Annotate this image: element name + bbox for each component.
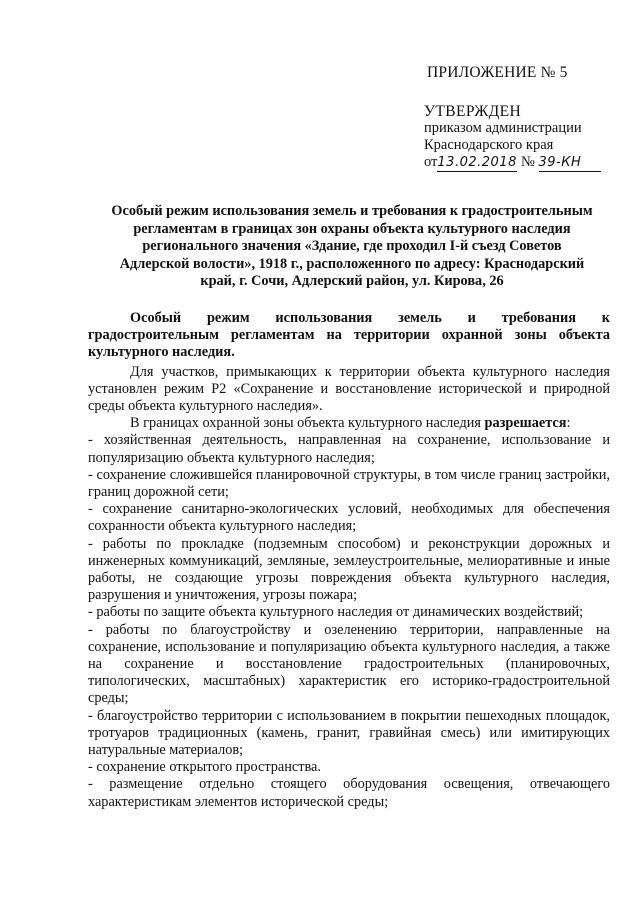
- title-line-3: регионального значения «Здание, где проходил I-й съезд Советов: [142, 238, 562, 254]
- list-item: - сохранение открытого пространства.: [88, 759, 321, 776]
- list-item: - работы по защите объекта культурного наследия от динамических воздействий;: [88, 604, 584, 621]
- section-heading: Особый режим использования земель и требования к градостроительным регламентам на территории охранной зоны объекта культурного наследия.: [88, 310, 610, 361]
- title-line-4: Адлерской волости», 1918 г., расположенного по адресу: Краснодарский: [119, 255, 585, 272]
- permitted-colon: :: [566, 415, 571, 432]
- date-field: [437, 154, 517, 172]
- approval-order-block: [424, 120, 601, 172]
- order-date-line: [424, 154, 601, 172]
- appendix-number: ПРИЛОЖЕНИЕ № 5: [427, 64, 568, 81]
- document-body: [88, 310, 610, 811]
- list-item: - сохранение сложившейся планировочной структуры, в том числе границ застройки, границ дорожной сети;: [88, 466, 610, 501]
- handwritten-date: 13.02.2018: [437, 155, 517, 170]
- document-title: [88, 203, 616, 291]
- handwritten-number: 39-КН: [538, 155, 582, 170]
- number-prefix: №: [521, 154, 535, 170]
- order-line-2: Краснодарского края: [424, 137, 554, 153]
- list-item: - работы по благоустройству и озеленению территории, направленные на сохранение, использование и популяризацию объекта культурного наследия, а также на сохранение и восстановление градостроительных (планировочных, типологических, масштабных) характеристик его историко-градостроительной среды;: [88, 621, 610, 707]
- list-item: - работы по прокладке (подземным способом) и реконструкции дорожных и инженерных коммуникаций, земляные, землеустроительные, мелиоративные и иные работы, не создающие угрозы повреждения объекта культурного наследия, разрушения и уничтожения, угрозы пожара;: [88, 535, 610, 604]
- date-prefix: от: [424, 154, 438, 170]
- title-line-2: регламентам в границах зон охраны объекта культурного наследия: [133, 220, 571, 237]
- paragraph-regime: Для участков, примыкающих к территории объекта культурного наследия установлен режим Р2 «Сохранение и восстановление исторической и природной среды объекта культурного наследия».: [88, 363, 610, 415]
- permitted-intro: В границах охранной зоны объекта культурного наследия: [130, 415, 485, 432]
- permitted-keyword: разрешается: [484, 415, 567, 432]
- list-item: - хозяйственная деятельность, направленная на сохранение, использование и популяризацию объекта культурного наследия;: [88, 432, 610, 466]
- order-line-1: приказом администрации: [424, 120, 582, 136]
- list-item: - благоустройство территории с использованием в покрытии пешеходных площадок, тротуаров традиционных (камень, гранит, гравийная смесь) или имитирующих натуральные материалов;: [88, 707, 610, 759]
- title-line-1: Особый режим использования земель и требования к градостроительным: [111, 203, 593, 219]
- paragraph-permitted: [88, 415, 610, 432]
- number-field: [539, 154, 601, 172]
- list-item: - размещение отдельно стоящего оборудования освещения, отвечающего характеристикам элементов исторической среды;: [88, 776, 610, 810]
- approved-label: УТВЕРЖДЕН: [424, 103, 522, 120]
- list-item: - сохранение санитарно-экологических условий, необходимых для обеспечения сохранности объекта культурного наследия;: [88, 501, 610, 535]
- title-line-5: край, г. Сочи, Адлерский район, ул. Кирова, 26: [200, 273, 504, 289]
